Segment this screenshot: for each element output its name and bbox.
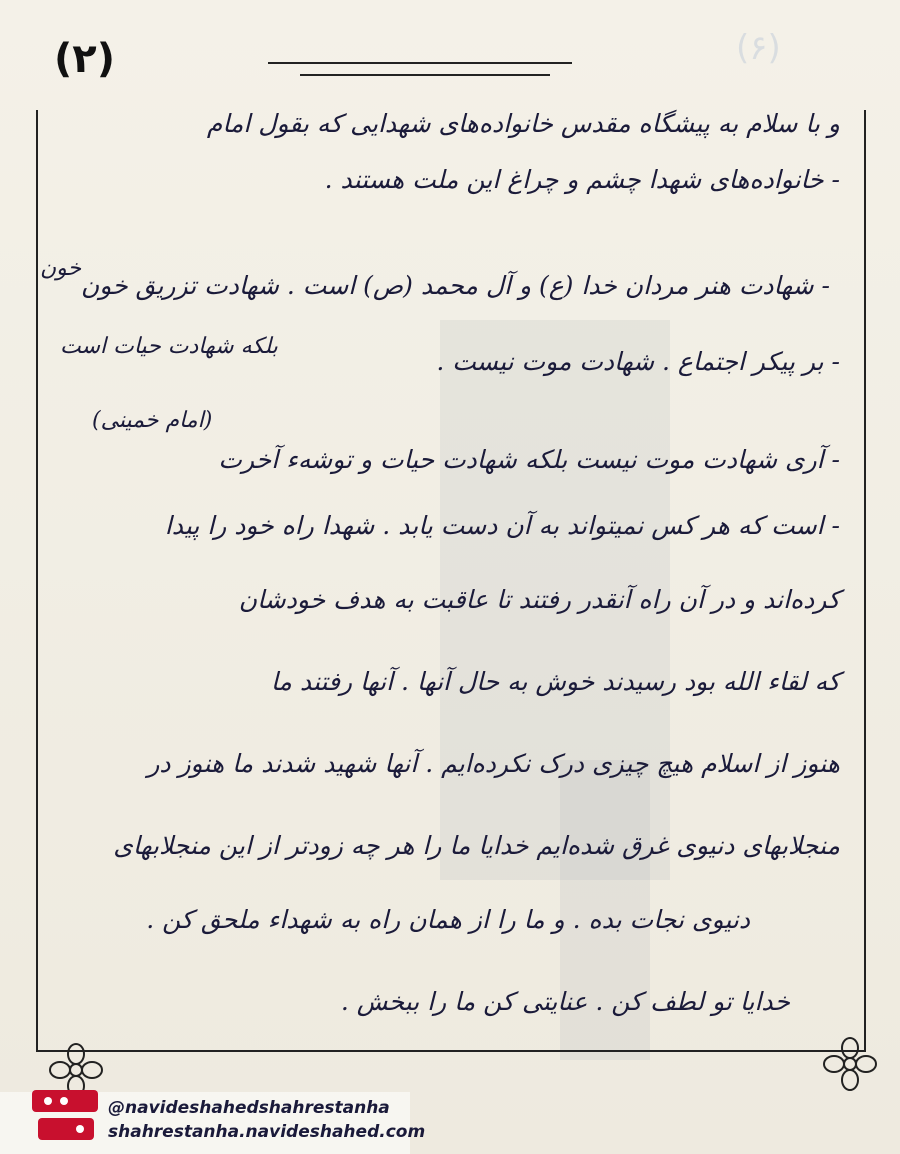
attribution-note: (امام خمینی): [92, 408, 213, 433]
letter-line: - آری شهادت موت نیست بلکه شهادت حیات و توشه‌ء آخرت: [218, 445, 840, 474]
flower-doodle-icon: [820, 1034, 880, 1094]
letter-line: کرده‌اند و در آن راه آنقدر رفتند تا عاقبت به هدف خودشان: [238, 585, 840, 614]
margin-note: خون: [40, 256, 82, 281]
ghost-page-number: (۶): [736, 28, 781, 68]
letter-line: - شهادت هنر مردان خدا (ع) و آل محمد (ص) است . شهادت تزریق خون: [80, 271, 830, 300]
letter-line: که لقاء الله بود رسیدند خوش به حال آنها . آنها رفتند ما: [270, 667, 840, 696]
letter-line: - است که هر کس نمیتواند به آن دست یابد . شهدا راه خود را پیدا: [164, 511, 840, 540]
letter-line: دنیوی نجات بده . و ما را از همان راه به شهداء ملحق کن .: [146, 905, 750, 934]
margin-note: بلکه شهادت حیات است: [60, 334, 278, 359]
letter-line: - خانواده‌های شهدا چشم و چراغ این ملت هستند .: [324, 165, 840, 194]
letter-line: هنوز از اسلام هیچ چیزی درک نکرده‌ایم . آنها شهید شدند ما هنوز در: [147, 749, 840, 778]
letter-line: - بر پیکر اجتماع . شهادت موت نیست .: [436, 347, 840, 376]
letter-line: خدایا تو لطف کن . عنایتی کن ما را ببخش .: [340, 987, 790, 1016]
letter-line: و با سلام به پیشگاه مقدس خانواده‌های شهدایی که بقول امام: [206, 109, 840, 138]
navideshahed-logo-icon: [28, 1082, 102, 1148]
page-number: (۲): [54, 36, 115, 82]
watermark-site: shahrestanha.navideshahed.com: [108, 1122, 426, 1142]
watermark-handle: @navideshahedshahrestanha: [108, 1098, 390, 1118]
top-rule: [268, 62, 572, 64]
letter-line: منجلابهای دنیوی غرق شده‌ایم خدایا ما را هر چه زودتر از این منجلابهای: [113, 831, 840, 860]
top-rule: [300, 74, 550, 76]
